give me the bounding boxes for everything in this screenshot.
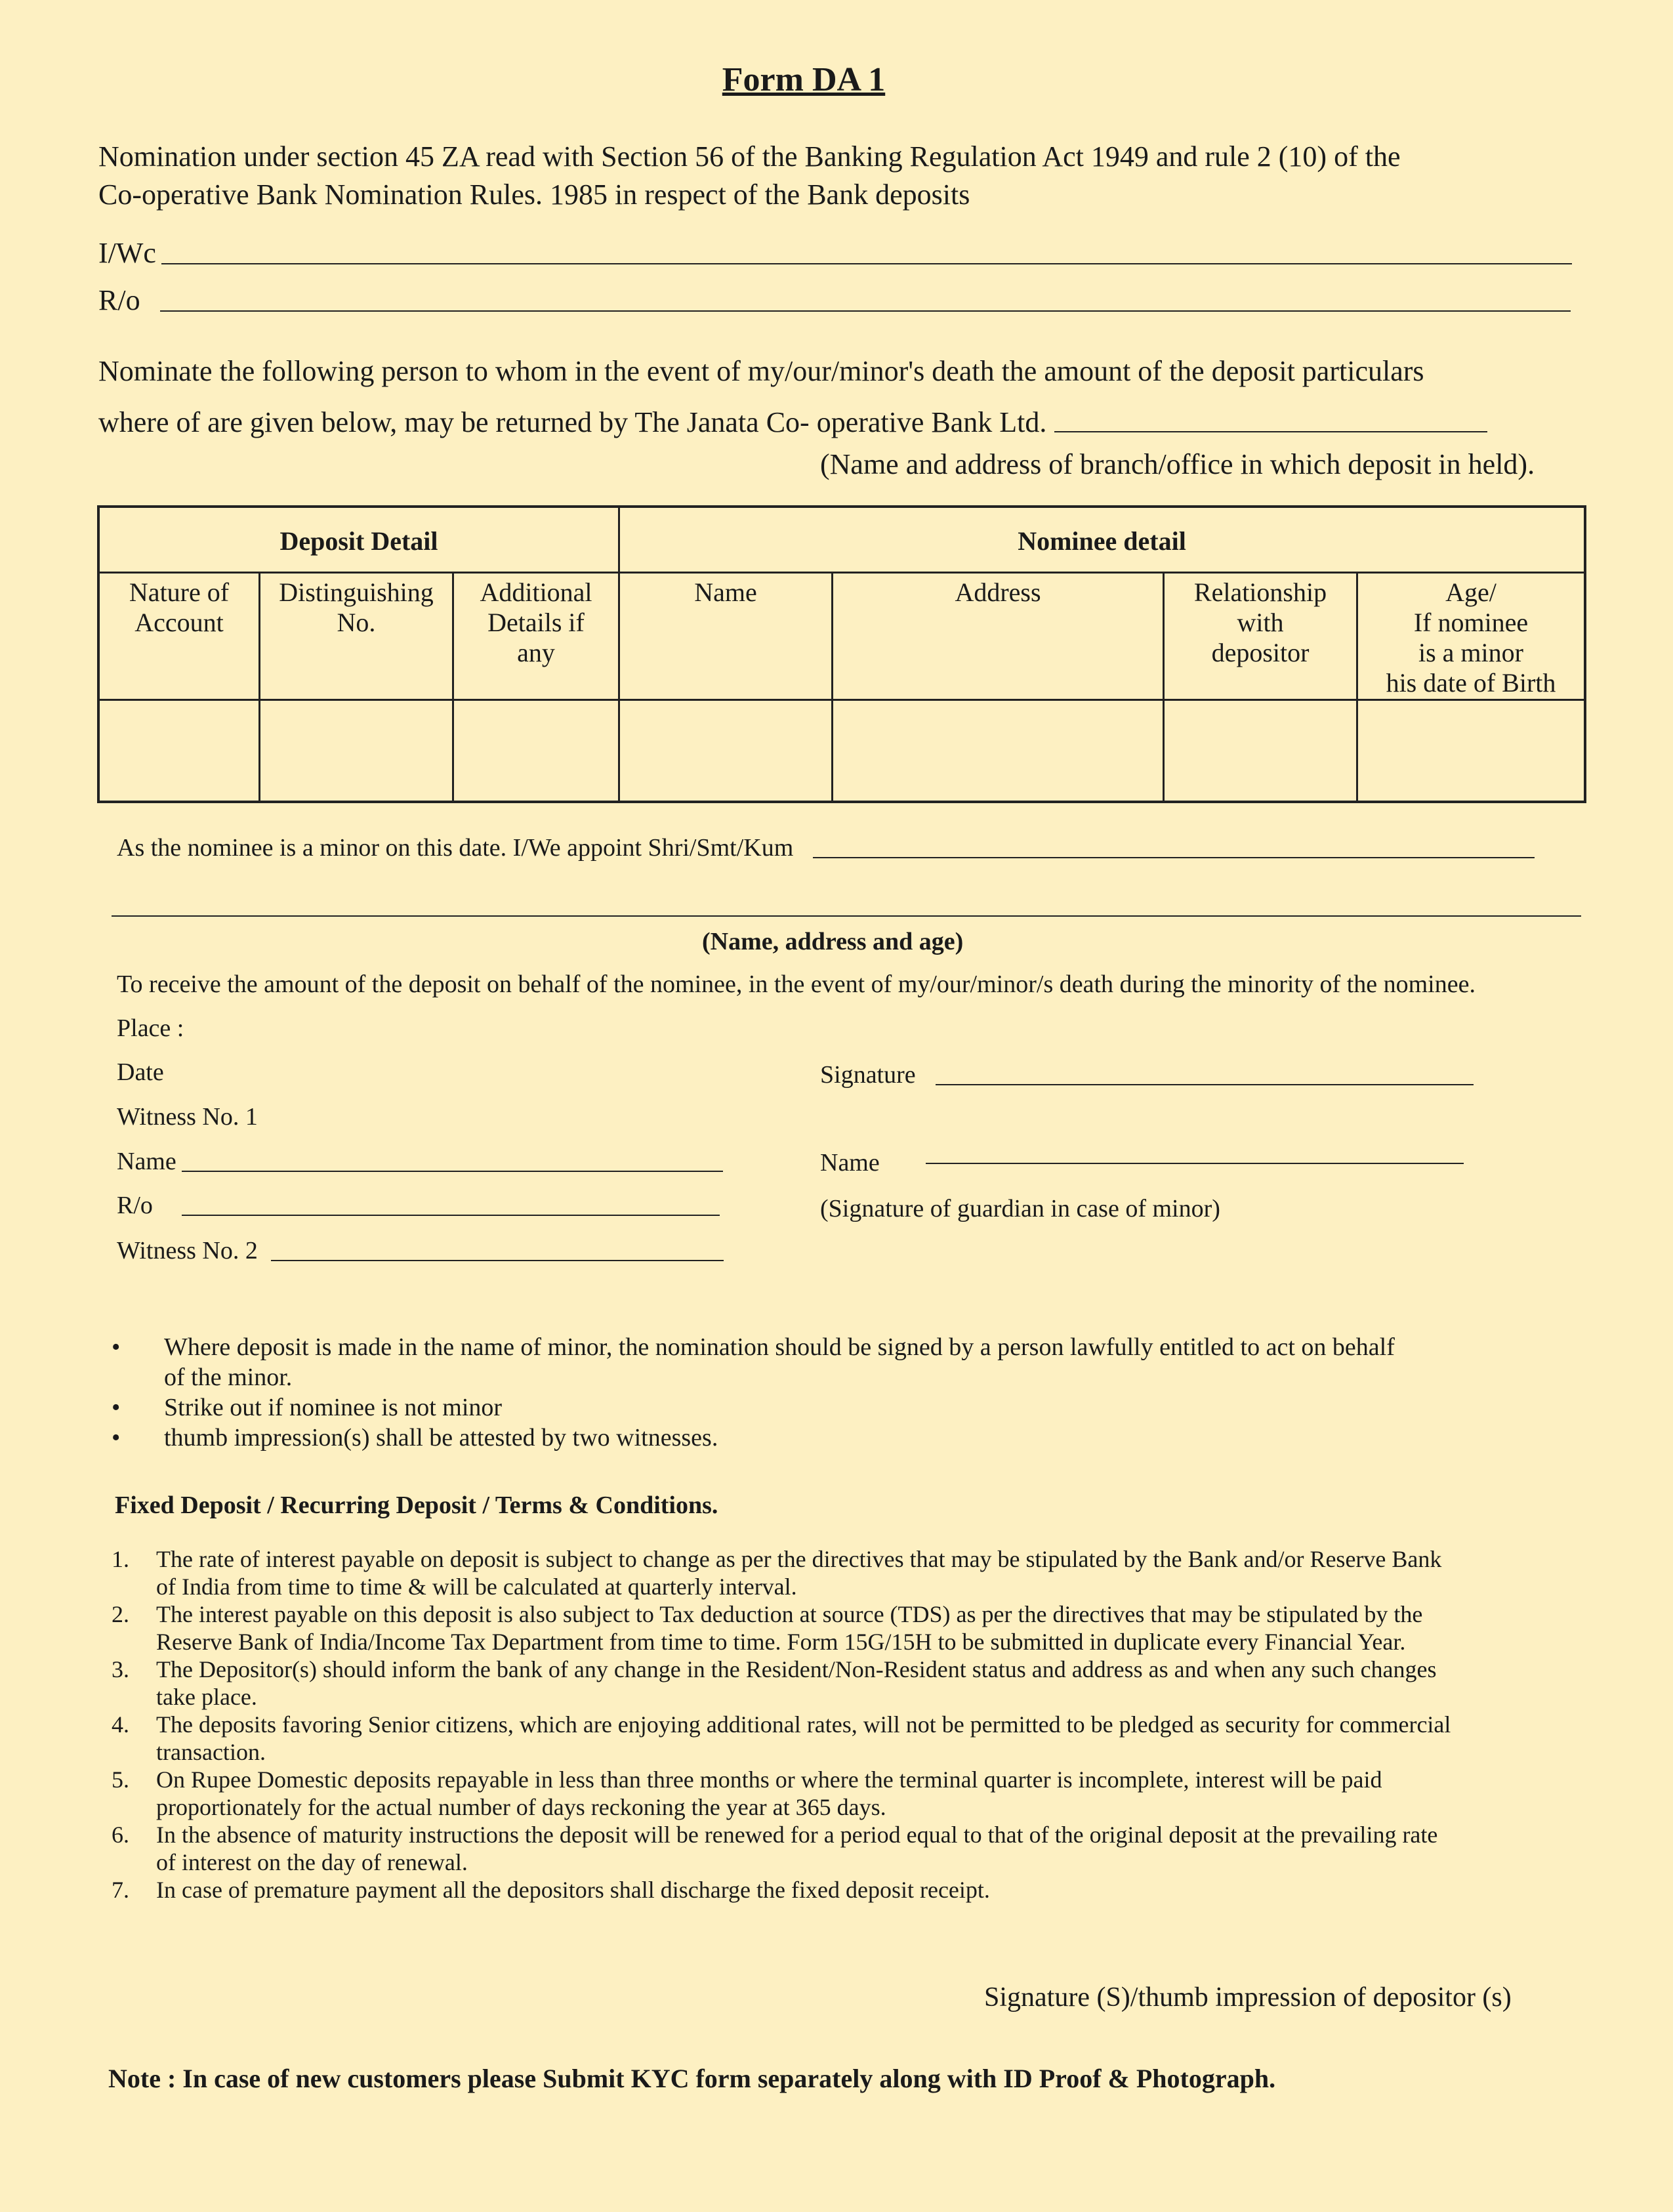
cell-age[interactable] [1357,700,1586,803]
cell-nature[interactable] [98,700,260,803]
col-additional-details: Additional Details if any [453,573,619,700]
intro-line-2: Co-operative Bank Nomination Rules. 1985 in respect of the Bank deposits [98,178,970,211]
guardian-address-field[interactable] [112,915,1581,917]
terms-list [112,1545,1516,1904]
name-address-age-label: (Name, address and age) [702,928,964,955]
ro-field[interactable] [160,310,1571,312]
guardian-sig-note: (Signature of guardian in case of minor) [820,1195,1220,1222]
witness-name-row [117,1147,723,1176]
col-name: Name [619,573,833,700]
iwe-label: I/Wc [98,237,156,269]
intro-line-1: Nomination under section 45 ZA read with Section 56 of the Banking Regulation Act 1949 and rule 2 (10) of the [98,140,1401,173]
witness-name-field[interactable] [182,1171,723,1172]
col-nature-of-account: Nature of Account [98,573,260,700]
nominate-line-1: Nominate the following person to whom in the event of my/our/minor's death the amount of the deposit particulars [98,355,1424,387]
nomination-table [97,505,1586,803]
list-item: 4. The deposits favoring Senior citizens, which are enjoying additional rates, will not be permitted to be pledged as security for commercial transaction. [112,1711,1451,1765]
witness2-row [117,1236,724,1265]
witness-name-label: Name [117,1148,176,1175]
witness-ro-row [117,1191,720,1220]
right-name-field[interactable] [926,1163,1464,1164]
cell-relationship[interactable] [1164,700,1357,803]
nominee-detail-header: Nominee detail [619,507,1586,573]
cell-distinguishing[interactable] [260,700,453,803]
iwe-field[interactable] [161,263,1572,264]
cell-name[interactable] [619,700,833,803]
terms-heading: Fixed Deposit / Recurring Deposit / Terms & Conditions. [115,1492,718,1519]
col-distinguishing-no: Distinguishing No. [260,573,453,700]
witness2-label: Witness No. 2 [117,1237,258,1264]
list-item: 7. In case of premature payment all the depositors shall discharge the fixed deposit receipt. [112,1877,990,1903]
nominate-row-2 [98,406,1487,439]
list-item: • Strike out if nominee is not minor [112,1394,503,1421]
form-title: Form DA 1 [722,61,886,98]
list-item: 6. In the absence of maturity instructions the deposit will be renewed for a period equal to that of the original deposit at the prevailing rate of interest on the day of renewal. [112,1822,1438,1875]
nominate-line-2: where of are given below, may be returned by The Janata Co- operative Bank Ltd. [98,406,1047,438]
appoint-row [117,833,1535,862]
witness-ro-field[interactable] [182,1215,720,1216]
list-item: of the minor. [164,1364,293,1391]
cell-additional[interactable] [453,700,619,803]
list-item: • Where deposit is made in the name of minor, the nomination should be signed by a person lawfully entitled to act on behalf [112,1333,1395,1361]
signature-field[interactable] [936,1084,1474,1085]
deposit-detail-header: Deposit Detail [98,507,619,573]
col-address: Address [833,573,1164,700]
branch-field[interactable] [1054,431,1487,432]
branch-note: (Name and address of branch/office in which deposit in held). [820,448,1535,480]
list-item: 5. On Rupee Domestic deposits repayable in less than three months or where the terminal quarter is incomplete, interest will be paid proportionately for the actual number of days reckoning the year at 365 days. [112,1766,1382,1820]
depositor-signature-label: Signature (S)/thumb impression of depositor (s) [984,1982,1512,2013]
table-row [98,700,1585,803]
appoint-text: As the nominee is a minor on this date. I/We appoint Shri/Smt/Kum [117,834,794,862]
place-label: Place : [117,1014,184,1042]
col-relationship: Relationship with depositor [1164,573,1357,700]
list-item: 3. The Depositor(s) should inform the bank of any change in the Resident/Non-Resident status and address as and when any such changes take place. [112,1656,1437,1710]
signature-label: Signature [820,1061,916,1089]
iwe-row [98,236,1572,270]
witness2-field[interactable] [271,1260,724,1261]
guardian-name-field[interactable] [813,857,1535,858]
witness1-label: Witness No. 1 [117,1103,258,1131]
date-label: Date [117,1058,164,1086]
list-item: 2. The interest payable on this deposit is also subject to Tax deduction at source (TDS) as per the directives that may be stipulated by the Reserve Bank of India/Income Tax Department from time to time. Form 15G/15H to be submitted in duplicate every Financial Year. [112,1601,1423,1655]
col-age: Age/ If nominee is a minor his date of Birth [1357,573,1586,700]
right-name-label: Name [820,1149,880,1177]
ro-row [98,283,1571,317]
receive-text: To receive the amount of the deposit on behalf of the nominee, in the event of my/our/minor/s death during the minority of the nominee. [117,970,1476,998]
list-item: 1. The rate of interest payable on deposit is subject to change as per the directives that may be stipulated by the Bank and/or Reserve Bank of India from time to time & will be calculated at quarterly interval. [112,1546,1442,1600]
right-name-row [820,1148,1464,1177]
signature-row [820,1060,1474,1089]
instructions-list [112,1332,1489,1453]
kyc-note: Note : In case of new customers please Submit KYC form separately along with ID Proof & Photograph. [108,2064,1276,2093]
ro-label: R/o [98,284,140,316]
witness-ro-label: R/o [117,1192,153,1219]
cell-address[interactable] [833,700,1164,803]
intro-text [98,138,1509,214]
list-item: • thumb impression(s) shall be attested by two witnesses. [112,1424,718,1451]
